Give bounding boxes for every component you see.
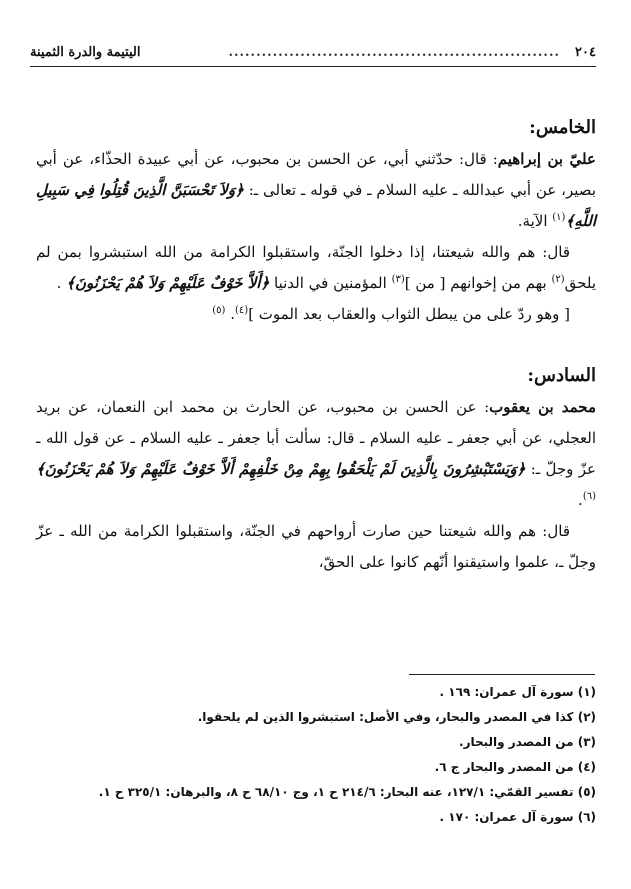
footnote-ref[interactable]: (٤) bbox=[235, 305, 249, 316]
quran-verse: ﴿أَلاَّ خَوْفٌ عَلَيْهِمْ وَلاَ هُمْ يَحْزَنُونَ﴾ bbox=[66, 274, 270, 292]
fifth-paragraph-2 bbox=[36, 237, 596, 299]
footnote-ref[interactable]: (١) bbox=[552, 212, 566, 223]
footnote-5: (٥) تفسير القمّي: ١٢٧/١، عنه البحار: ٢١٤/٦ ح ١، وج ٦٨/١٠ ح ٨، والبرهان: ٣٢٥/١ ح ١. bbox=[98, 785, 596, 799]
isnad-text: : قال: حدّثني أبي، عن الحسن بن محبوب، عن أبي عبيدة الحذّاء، عن أبي بصير، عن أبي عبدالله ـ عليه السلام ـ في قوله ـ تعالى ـ: bbox=[36, 150, 596, 199]
book-title: اليتيمة والدرة الثمينة bbox=[30, 45, 141, 60]
quran-verse: ﴿وَيَسْتَبْشِرُونَ بِالَّذِينَ لَمْ يَلْحَقُوا بِهِمْ مِنْ خَلْفِهِمْ أَلاَّ خَوْفٌ عَلَيْهِمْ وَلاَ هُمْ يَحْزَنُونَ﴾ bbox=[36, 460, 526, 478]
text-segment: قال: هم والله شيعتنا، إذا دخلوا الجنّة، واستقبلوا الكرامة من الله استبشروا بمن لم يلحق bbox=[36, 243, 596, 292]
fifth-paragraph-3 bbox=[36, 299, 596, 330]
footnote-ref[interactable]: (٦) bbox=[582, 491, 596, 502]
running-header bbox=[30, 40, 596, 67]
text-segment: بهم من إخوانهم [ من ] bbox=[404, 274, 552, 292]
main-text bbox=[36, 112, 596, 578]
footnote-ref[interactable]: (٣) bbox=[391, 274, 405, 285]
sixth-paragraph-1 bbox=[36, 392, 596, 516]
quran-verse: ﴿وَلاَ تَحْسَبَنَّ الَّذِينَ قُتِلُوا فِي سَبِيلِ اللَّهِ﴾ bbox=[36, 181, 596, 230]
text-segment: . bbox=[225, 305, 235, 323]
footnote-separator bbox=[409, 674, 595, 675]
text-segment: الآية. bbox=[517, 212, 553, 230]
footnote-4: (٤) من المصدر والبحار ج ٦. bbox=[434, 760, 596, 774]
text-segment: . bbox=[56, 274, 67, 292]
footnote-ref[interactable]: (٥) bbox=[212, 305, 226, 316]
text-segment: [ وهو ردّ على من يبطل الثواب والعقاب بعد الموت ] bbox=[248, 305, 570, 323]
isnad-text: : عن الحسن بن محبوب، عن الحارث بن محمد ابن النعمان، عن بريد العجلي، عن أبي جعفر ـ عليه السلام ـ قال: سألت أبا جعفر ـ عليه السلام ـ عن قول الله ـ عزّ وجلّ ـ: bbox=[36, 398, 596, 478]
text-segment: . bbox=[578, 491, 583, 509]
narrator-name: محمد بن يعقوب bbox=[489, 398, 596, 416]
leader-dots: ............................................................ bbox=[228, 45, 560, 60]
section-title-fifth: الخامس: bbox=[529, 117, 596, 138]
section-spacer bbox=[36, 330, 596, 360]
footnote-6: (٦) سورة آل عمران: ١٧٠ . bbox=[439, 810, 596, 824]
footnote-ref[interactable]: (٢) bbox=[551, 274, 565, 285]
footnote-2: (٢) كذا في المصدر والبحار، وفي الأصل: استبشروا الذين لم يلحقوا. bbox=[197, 710, 596, 724]
footnote-3: (٣) من المصدر والبحار. bbox=[459, 735, 596, 749]
footnote-1: (١) سورة آل عمران: ١٦٩ . bbox=[439, 685, 596, 699]
sixth-paragraph-2: قال: هم والله شيعتنا حين صارت أرواحهم في الجنّة، واستقبلوا الكرامة من الله ـ عزّ وجلّ ـ، علموا واستيقنوا أنّهم كانوا على الحقّ، bbox=[36, 522, 596, 571]
fifth-paragraph-1 bbox=[36, 144, 596, 237]
narrator-name: عليّ بن إبراهيم bbox=[497, 150, 596, 168]
page-number: ٢٠٤ bbox=[575, 45, 596, 60]
section-title-sixth: السادس: bbox=[527, 365, 596, 386]
text-segment: المؤمنين في الدنيا bbox=[269, 274, 392, 292]
footnotes bbox=[36, 680, 596, 830]
